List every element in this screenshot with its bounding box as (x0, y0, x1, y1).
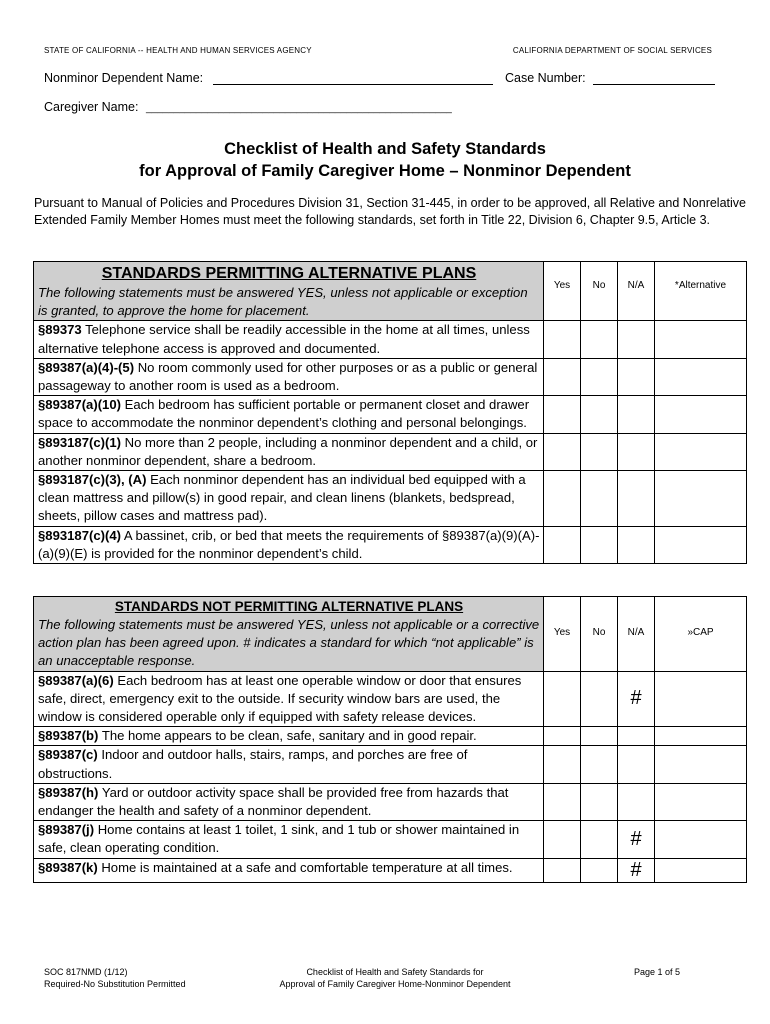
no-checkbox[interactable] (581, 821, 618, 858)
section1-col-no: No (581, 262, 618, 321)
nonminor-name-field[interactable] (213, 70, 493, 85)
nonminor-name-label: Nonminor Dependent Name: (44, 71, 204, 85)
yes-checkbox[interactable] (544, 727, 581, 746)
standard-text: Each bedroom has sufficient portable or permanent closet and drawer space to accommodate the nonminor dependent’s clothing and personal belongings. (38, 397, 530, 431)
section1-table (33, 261, 747, 564)
standard-code: §89387(j) (38, 822, 95, 838)
table-row (34, 821, 747, 858)
section1-subtitle: The following statements must be answered YES, unless not applicable or exception is granted, to approve the home for placement. (38, 285, 528, 319)
agency-header-right: CALIFORNIA DEPARTMENT OF SOCIAL SERVICES (512, 46, 712, 55)
case-number-field[interactable] (593, 70, 715, 85)
footer-center-line-1: Checklist of Health and Safety Standards for (306, 967, 484, 977)
na-checkbox[interactable] (618, 526, 655, 563)
standard-code: §89387(b) (38, 728, 99, 744)
footer-form-code: SOC 817NMD (1/12) (44, 967, 128, 977)
yes-checkbox[interactable] (544, 821, 581, 858)
cap-checkbox[interactable] (655, 727, 747, 746)
alternative-checkbox[interactable] (655, 396, 747, 433)
standard-text: Indoor and outdoor halls, stairs, ramps, and porches are free of obstructions. (38, 747, 468, 781)
cap-checkbox[interactable] (655, 821, 747, 858)
standard-cell (34, 358, 544, 395)
standard-code: §89387(k) (38, 859, 98, 875)
na-not-acceptable-mark: # (618, 858, 655, 882)
standard-code: §89387(h) (38, 784, 99, 800)
na-checkbox[interactable] (618, 746, 655, 783)
section2-col-na: N/A (618, 597, 655, 672)
alternative-checkbox[interactable] (655, 471, 747, 527)
caregiver-name-row (44, 100, 452, 114)
no-checkbox[interactable] (581, 358, 618, 395)
standard-code: §89387(a)(10) (38, 397, 121, 413)
section1-col-yes: Yes (544, 262, 581, 321)
yes-checkbox[interactable] (544, 358, 581, 395)
standard-text: Each nonminor dependent has an individual bed equipped with a clean mattress and pillow(s) in good repair, and clean linens (blankets, bedspread, sheets, pillow cases and mattress pad). (38, 472, 526, 524)
section2-header (34, 597, 544, 672)
alternative-checkbox[interactable] (655, 321, 747, 358)
standard-cell (34, 821, 544, 858)
table-row (34, 396, 747, 433)
standard-cell (34, 746, 544, 783)
standard-cell (34, 858, 544, 882)
na-checkbox[interactable] (618, 358, 655, 395)
alternative-checkbox[interactable] (655, 358, 747, 395)
standard-cell (34, 321, 544, 358)
section1-col-alternative: *Alternative (655, 262, 747, 321)
standard-cell (34, 783, 544, 820)
standard-cell (34, 671, 544, 727)
standard-text: Each bedroom has at least one operable window or door that ensures safe, direct, emergency exit to the outside. If security window bars are used, the window is considered operable only if equipped with safety release devices. (38, 672, 522, 725)
yes-checkbox[interactable] (544, 858, 581, 882)
na-checkbox[interactable] (618, 396, 655, 433)
nonminor-name-row (44, 70, 493, 85)
standard-code: §89387(a)(4)-(5) (38, 359, 135, 375)
section2-title: STANDARDS NOT PERMITTING ALTERNATIVE PLANS (114, 599, 464, 614)
yes-checkbox[interactable] (544, 783, 581, 820)
no-checkbox[interactable] (581, 321, 618, 358)
standard-code: §89387(c) (38, 747, 98, 763)
case-number-label: Case Number: (505, 71, 586, 85)
footer-page-number: Page 1 of 5 (633, 967, 680, 977)
yes-checkbox[interactable] (544, 526, 581, 563)
standard-text: The home appears to be clean, safe, sanitary and in good repair. (98, 728, 477, 744)
table-row (34, 727, 747, 746)
standard-code: §893187(c)(3), (A) (38, 472, 147, 488)
table-row (34, 783, 747, 820)
cap-checkbox[interactable] (655, 783, 747, 820)
cap-checkbox[interactable] (655, 671, 747, 727)
na-checkbox[interactable] (618, 433, 655, 470)
standard-text: Home contains at least 1 toilet, 1 sink, and 1 tub or shower maintained in safe, clean operating condition. (38, 822, 520, 856)
na-not-acceptable-mark: # (618, 671, 655, 727)
yes-checkbox[interactable] (544, 433, 581, 470)
section2-table (33, 596, 747, 883)
section2-col-yes: Yes (544, 597, 581, 672)
footer-form-info (44, 966, 186, 990)
standard-text: A bassinet, crib, or bed that meets the requirements of §89387(a)(9)(A)-(a)(9)(E) is provided for the nonminor dependent’s child. (38, 527, 540, 561)
yes-checkbox[interactable] (544, 471, 581, 527)
standard-cell (34, 727, 544, 746)
standard-cell (34, 526, 544, 563)
standard-code: §89387(a)(6) (38, 672, 114, 688)
standard-text: Home is maintained at a safe and comfortable temperature at all times. (97, 859, 513, 875)
section1-col-na: N/A (618, 262, 655, 321)
table-row (34, 526, 747, 563)
na-checkbox[interactable] (618, 783, 655, 820)
agency-header-left: STATE OF CALIFORNIA -- HEALTH AND HUMAN SERVICES AGENCY (44, 46, 312, 55)
intro-paragraph: Pursuant to Manual of Policies and Procedures Division 31, Section 31-445, in order to be approved, all Relative and Nonrelative Extended Family Member Homes must meet the following standards, set forth in Title 22, Division 6, Chapter 9.5, Article 3. (34, 196, 746, 227)
standard-text: No more than 2 people, including a nonminor dependent and a child, or another nonminor dependent, share a bedroom. (38, 434, 538, 468)
table-row (34, 321, 747, 358)
no-checkbox[interactable] (581, 671, 618, 727)
alternative-checkbox[interactable] (655, 526, 747, 563)
no-checkbox[interactable] (581, 727, 618, 746)
table-row (34, 858, 747, 882)
section1-title: STANDARDS PERMITTING ALTERNATIVE PLANS (101, 265, 477, 282)
page-title (0, 138, 770, 182)
cap-checkbox[interactable] (655, 746, 747, 783)
standard-code: §89373 (38, 322, 82, 338)
table-row (34, 671, 747, 727)
yes-checkbox[interactable] (544, 671, 581, 727)
yes-checkbox[interactable] (544, 321, 581, 358)
footer-center-line-2: Approval of Family Caregiver Home-Nonminor Dependent (279, 979, 511, 989)
section2-col-cap: »CAP (655, 597, 747, 672)
no-checkbox[interactable] (581, 783, 618, 820)
na-checkbox[interactable] (618, 727, 655, 746)
footer-substitution: Required-No Substitution Permitted (44, 979, 186, 989)
section2-col-no: No (581, 597, 618, 672)
caregiver-name-field[interactable]: _______________________________________________________ (145, 103, 452, 114)
footer-center (230, 966, 560, 990)
table-row (34, 471, 747, 527)
table-row (34, 358, 747, 395)
standard-text: Yard or outdoor activity space shall be provided free from hazards that endanger the health and safety of a nonminor dependent. (38, 784, 509, 819)
standard-cell (34, 471, 544, 527)
standard-text: Telephone service shall be readily accessible in the home at all times, unless alternative telephone access is approved and documented. (38, 322, 530, 356)
no-checkbox[interactable] (581, 526, 618, 563)
no-checkbox[interactable] (581, 396, 618, 433)
alternative-checkbox[interactable] (655, 433, 747, 470)
title-line-1: Checklist of Health and Safety Standards (224, 140, 546, 158)
na-checkbox[interactable] (618, 321, 655, 358)
cap-checkbox[interactable] (655, 858, 747, 882)
caregiver-name-label: Caregiver Name: (44, 100, 139, 114)
yes-checkbox[interactable] (544, 746, 581, 783)
yes-checkbox[interactable] (544, 396, 581, 433)
no-checkbox[interactable] (581, 471, 618, 527)
title-line-2: for Approval of Family Caregiver Home – Nonminor Dependent (139, 162, 631, 180)
table-row (34, 433, 747, 470)
table-row (34, 746, 747, 783)
na-not-acceptable-mark: # (618, 821, 655, 858)
case-number-row (505, 70, 715, 85)
section2-subtitle: The following statements must be answered YES, unless not applicable or a corrective action plan has been agreed upon. # indicates a standard for which “not applicable” is an unacceptable response. (38, 617, 540, 669)
no-checkbox[interactable] (581, 858, 618, 882)
standard-cell (34, 433, 544, 470)
standard-text: No room commonly used for other purposes or as a public or general passageway to another room is used as a bedroom. (38, 359, 538, 394)
standard-code: §893187(c)(4) (38, 527, 121, 543)
no-checkbox[interactable] (581, 746, 618, 783)
na-checkbox[interactable] (618, 471, 655, 527)
standard-cell (34, 396, 544, 433)
standard-code: §893187(c)(1) (38, 434, 121, 450)
no-checkbox[interactable] (581, 433, 618, 470)
section1-header (34, 262, 544, 321)
